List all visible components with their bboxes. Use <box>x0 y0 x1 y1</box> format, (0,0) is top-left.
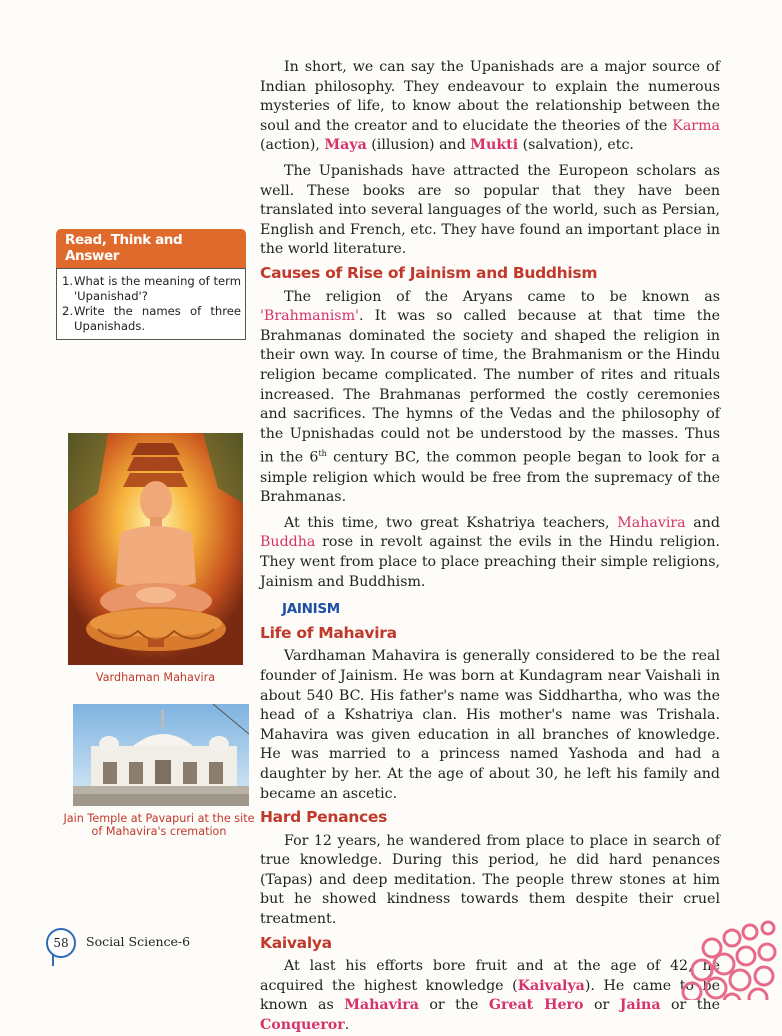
question-number: 2. <box>62 304 74 318</box>
question-item <box>62 304 241 334</box>
mahavira-image <box>68 433 243 665</box>
paragraph: For 12 years, he wandered from place to place in search of true knowledge. During this period, he did hard penances (Tapas) and deep meditation. The people threw stones at him but he showed kindness towards them despite their cruel treatment. <box>260 832 720 928</box>
paragraph: Vardhaman Mahavira is generally considered to be the real founder of Jainism. He was born at Kundagram near Vaishali in about 540 BC. His father's name was Siddhartha, who was the head of a Kshatriya clan. His mother's name was Trishala. Mahavira was given education in all branches of knowledge. He was married to a princess named Yashoda and had a daughter by her. At the age of about 30, he left his family and became an ascetic. <box>260 648 720 802</box>
page-number-pin <box>52 954 54 966</box>
text-run: (salvation), etc. <box>518 137 634 154</box>
paragraph <box>260 288 720 508</box>
decorative-circles-icon <box>672 918 782 1000</box>
text-run: and <box>685 514 720 531</box>
question-number: 1. <box>62 274 74 288</box>
text-run: rose in revolt against the evils in the Hindu religion. They went from place to place preaching their simple religions, Jainism and Buddhism. <box>260 534 720 590</box>
text-run: or <box>583 997 620 1014</box>
jain-temple-image <box>73 704 249 806</box>
term-mahavira: Mahavira <box>617 514 686 531</box>
text-run: (action), <box>260 137 325 154</box>
text-run: or the <box>660 997 721 1014</box>
term-jaina: Jaina <box>619 997 661 1014</box>
term-mukti: Mukti <box>470 137 519 154</box>
term-karma: Karma <box>672 117 720 134</box>
paragraph <box>260 514 720 592</box>
term-maya: Maya <box>324 137 367 154</box>
term-brahmanism: 'Brahmanism' <box>260 308 359 325</box>
read-think-answer-title: Read, Think and Answer <box>56 229 246 268</box>
text-run: At this time, two great Kshatriya teachers, <box>284 514 618 531</box>
heading-causes: Causes of Rise of Jainism and Buddhism <box>260 263 598 282</box>
text-run: or the <box>418 997 489 1014</box>
text-run: (illusion) and <box>366 137 471 154</box>
text-run: ). He came to be known as <box>260 977 720 1014</box>
text-run: In short, we can say the Upanishads are a major source of Indian philosophy. They endeavour to explain the numerous mysteries of life, to know about the relationship between the soul and the creator and to elucidate the theories of the <box>260 59 720 134</box>
paragraph <box>260 957 720 1035</box>
superscript-th: th <box>318 449 327 459</box>
term-kaivalya: Kaivalya <box>517 977 585 994</box>
page-number: 58 <box>46 928 76 958</box>
paragraph <box>260 58 720 156</box>
heading-jainism: JAINISM <box>282 601 340 618</box>
question-item <box>62 274 241 304</box>
question-text: What is the meaning of term 'Upanishad'? <box>74 274 241 303</box>
term-mahavira-bold: Mahavira <box>344 997 419 1014</box>
text-run: . <box>344 1017 350 1034</box>
heading-kaivalya: Kaivalya <box>260 933 332 952</box>
main-text-column <box>260 58 720 1036</box>
heading-life-of-mahavira: Life of Mahavira <box>260 623 397 642</box>
text-run: The religion of the Aryans came to be known as <box>284 288 720 305</box>
temple-caption: Jain Temple at Pavapuri at the site of Mahavira's cremation <box>63 812 255 838</box>
paragraph: The Upanishads have attracted the Europeon scholars as well. These books are so popular that they have been translated into several languages of the world, such as Persian, English and French, etc. They have found an important place in the world literature. <box>260 162 720 258</box>
questions-list <box>56 268 246 340</box>
question-text: Write the names of three Upanishads. <box>74 304 241 333</box>
text-run: . It was so called because at that time the Brahmanas dominated the society and shaped the religion in their own way. In course of time, the Brahmanism or the Hindu religion became complicated. The number of rites and rituals increased. The Brahmanas performed the costly ceremonies and sacrifices. The hymns of the Vedas and the philosophy of the Upnishadas could not be understood by the masses. Thus in the 6 <box>260 308 720 467</box>
term-great-hero: Great Hero <box>488 997 584 1014</box>
text-run: century BC, the common people began to look for a simple religion which would be free from the supremacy of the Brahmanas. <box>260 450 720 506</box>
footer-book-title: Social Science-6 <box>86 934 191 949</box>
text-run: At last his efforts bore fruit and at the age of 42, he acquired the highest knowledge ( <box>260 958 720 994</box>
term-buddha: Buddha <box>260 534 316 551</box>
term-conqueror: Conqueror <box>260 1017 345 1034</box>
mahavira-caption: Vardhaman Mahavira <box>95 671 216 684</box>
read-think-answer-box <box>56 229 246 340</box>
heading-hard-penances: Hard Penances <box>260 808 387 827</box>
